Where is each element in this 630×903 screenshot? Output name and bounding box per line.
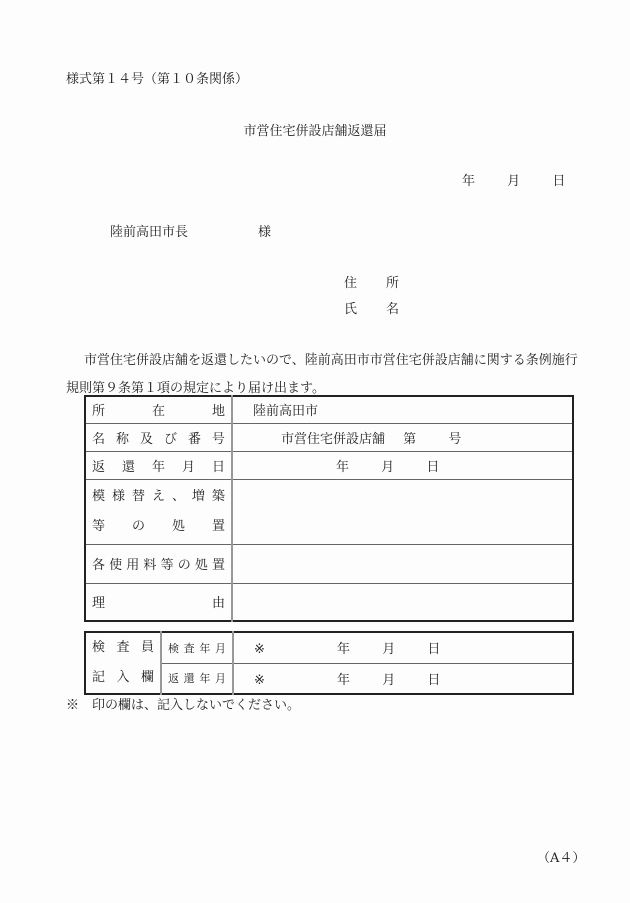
date-day-label: 日 bbox=[552, 174, 566, 189]
label-inspection-date: 検 査 年 月 bbox=[161, 632, 233, 663]
return-check-date-value: ※ 年 月 日 bbox=[233, 663, 573, 694]
table-row-location bbox=[85, 396, 573, 423]
name-number-value[interactable]: 市営住宅併設店舗 第 号 bbox=[232, 423, 573, 451]
official-use-mark: ※ bbox=[254, 642, 265, 658]
applicant-address-label: 住 所 bbox=[344, 276, 400, 291]
addressee-honorific: 様 bbox=[258, 225, 272, 240]
table-row-alteration bbox=[85, 479, 573, 544]
table-row-return-date bbox=[85, 451, 573, 479]
alteration-value[interactable] bbox=[232, 479, 573, 544]
footnote: ※ 印の欄は、記入しないでください。 bbox=[66, 698, 301, 713]
table-row-name-number bbox=[85, 423, 573, 451]
paper-size-label: （A４） bbox=[537, 851, 586, 866]
table-row-reason bbox=[85, 583, 573, 621]
location-value[interactable]: 陸前高田市 bbox=[232, 396, 573, 423]
document-title: 市営住宅併設店舗返還届 bbox=[243, 124, 387, 139]
date-month-label: 月 bbox=[507, 174, 521, 189]
form-number: 様式第１４号（第１０条関係） bbox=[66, 72, 249, 87]
label-fees-disposition: 各 使 用 料 等 の 処 置 bbox=[85, 544, 232, 583]
return-date-value[interactable]: 年 月 日 bbox=[232, 451, 573, 479]
label-location: 所 在 地 bbox=[85, 396, 232, 423]
table-row-fees bbox=[85, 544, 573, 583]
label-return-date: 返 還 年 月 日 bbox=[85, 451, 232, 479]
reason-value[interactable] bbox=[232, 583, 573, 621]
table-row-inspection-date bbox=[85, 632, 573, 663]
body-text: 市営住宅併設店舗を返還したいので、陸前高田市市営住宅併設店舗に関する条例施行規則第９条第１項の規定により届け出ます。 bbox=[66, 353, 578, 396]
inspector-table bbox=[84, 631, 574, 695]
inspection-date-value: ※ 年 月 日 bbox=[233, 632, 573, 663]
official-use-mark: ※ bbox=[254, 672, 265, 688]
date-year-label: 年 bbox=[462, 174, 476, 189]
submission-date bbox=[462, 170, 565, 189]
return-details-table bbox=[84, 395, 574, 622]
label-reason: 理 由 bbox=[85, 583, 232, 621]
label-alteration-disposition: 模 様 替 え 、 増 築 等 の 処 置 bbox=[85, 479, 232, 544]
label-inspector-section: 検 査 員 記 入 欄 bbox=[85, 632, 161, 694]
label-name-number: 名 称 及 び 番 号 bbox=[85, 423, 232, 451]
addressee-name: 陸前高田市長 bbox=[110, 225, 189, 240]
applicant-name-label: 氏 名 bbox=[344, 302, 400, 317]
fees-value[interactable] bbox=[232, 544, 573, 583]
label-return-check-date: 返 還 年 月 bbox=[161, 663, 233, 694]
addressee bbox=[110, 221, 271, 240]
